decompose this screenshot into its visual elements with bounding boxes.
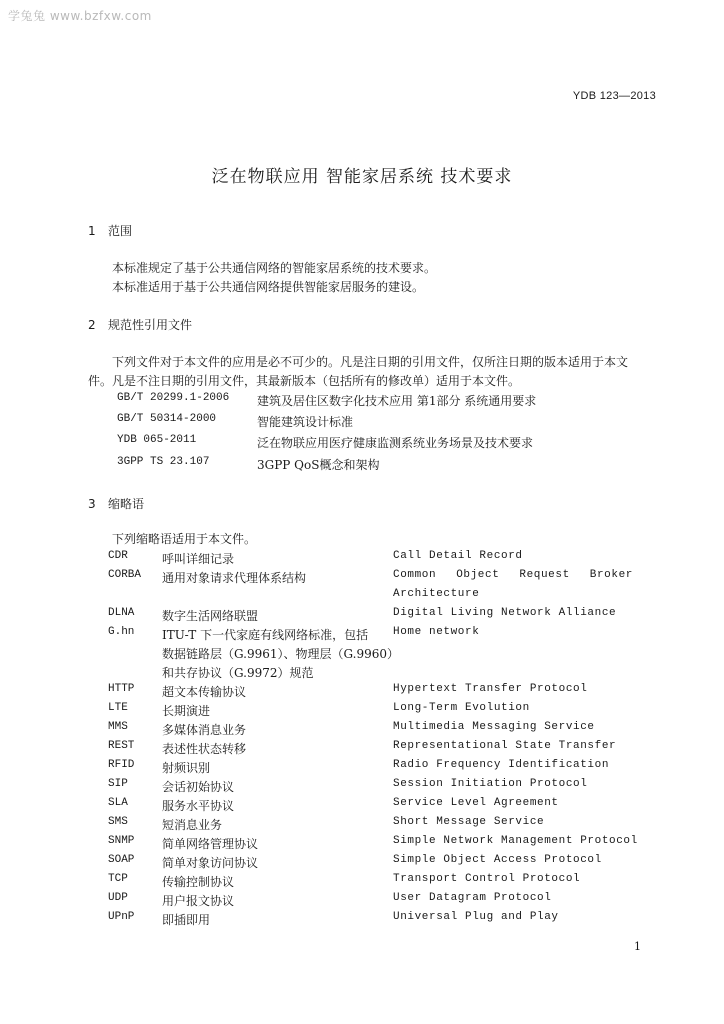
abbreviation-chinese: 数据链路层（G.9961）、物理层（G.9960）	[162, 647, 400, 661]
abbreviation-english: Short Message Service	[393, 816, 545, 828]
abbreviation-chinese: 传输控制协议	[162, 875, 235, 889]
english-word: Request	[519, 569, 570, 581]
abbreviation: SMS	[108, 816, 128, 828]
reference-code: 3GPP TS 23.107	[117, 456, 210, 468]
paragraph: 本标准规定了基于公共通信网络的智能家居系统的技术要求。	[112, 261, 437, 275]
abbreviation-english: Simple Network Management Protocol	[393, 835, 638, 847]
page-number: 1	[634, 940, 641, 953]
abbreviation-row	[0, 607, 724, 626]
document-title: 泛在物联应用 智能家居系统 技术要求	[211, 167, 513, 187]
abbreviation-row	[0, 854, 724, 873]
abbreviation: CORBA	[108, 569, 142, 581]
reference-row	[0, 413, 724, 432]
abbreviation: CDR	[108, 550, 128, 562]
abbreviation-row	[0, 892, 724, 911]
abbreviation-row	[0, 778, 724, 797]
english-word: Broker	[589, 569, 633, 581]
abbreviation: HTTP	[108, 683, 135, 695]
abbreviation-row	[0, 911, 724, 930]
abbreviation-chinese: 服务水平协议	[162, 799, 235, 813]
abbreviation-english: Session Initiation Protocol	[393, 778, 588, 790]
abbreviation-row	[0, 683, 724, 702]
abbreviation-row	[0, 835, 724, 854]
reference-title: 泛在物联应用医疗健康监测系统业务场景及技术要求	[257, 436, 534, 450]
abbreviation-english: Radio Frequency Identification	[393, 759, 610, 771]
abbreviation-chinese: 会话初始协议	[162, 780, 235, 794]
abbreviation-row-continued	[0, 664, 724, 683]
abbreviation-row	[0, 721, 724, 740]
abbreviation-chinese: 数字生活网络联盟	[162, 609, 259, 623]
abbreviation: SNMP	[108, 835, 135, 847]
abbreviation-english: Universal Plug and Play	[393, 911, 559, 923]
reference-code: GB/T 20299.1-2006	[117, 392, 230, 404]
abbreviation-english: Call Detail Record	[393, 550, 523, 562]
abbreviation-chinese: 呼叫详细记录	[162, 552, 235, 566]
abbreviation: RFID	[108, 759, 135, 771]
abbreviation: MMS	[108, 721, 128, 733]
abbreviation-english	[393, 569, 633, 581]
paragraph: 下列文件对于本文件的应用是必不可少的。凡是注日期的引用文件，仅所注日期的版本适用于本文	[112, 355, 629, 369]
section-title: 范围	[108, 224, 133, 238]
reference-row	[0, 456, 724, 475]
abbreviation-chinese: 通用对象请求代理体系结构	[162, 571, 307, 585]
abbreviation-row	[0, 550, 724, 569]
abbreviation: UDP	[108, 892, 128, 904]
abbreviation-english: Architecture	[393, 588, 480, 600]
section-1-heading	[88, 222, 132, 239]
abbreviation-chinese: 短消息业务	[162, 818, 223, 832]
reference-title: 智能建筑设计标准	[257, 415, 354, 429]
watermark: 学兔兔 www.bzfxw.com	[8, 9, 152, 23]
section-number: 1	[88, 224, 96, 238]
abbreviation-english: Long-Term Evolution	[393, 702, 530, 714]
abbreviation-row-continued	[0, 645, 724, 664]
abbreviation-row	[0, 816, 724, 835]
abbreviation-row	[0, 569, 724, 588]
abbreviation-row	[0, 873, 724, 892]
abbreviation-chinese: 简单网络管理协议	[162, 837, 259, 851]
section-title: 缩略语	[108, 497, 145, 511]
english-word: Common	[393, 569, 437, 581]
abbreviation-english: Service Level Agreement	[393, 797, 559, 809]
abbreviation-row	[0, 740, 724, 759]
paragraph: 件。凡是不注日期的引用文件，其最新版本（包括所有的修改单）适用于本文件。	[88, 374, 521, 388]
reference-row	[0, 434, 724, 453]
reference-code: GB/T 50314-2000	[117, 413, 217, 425]
abbreviation: DLNA	[108, 607, 135, 619]
abbreviation: LTE	[108, 702, 128, 714]
section-3-heading	[88, 495, 144, 512]
abbreviation: TCP	[108, 873, 128, 885]
standard-number: YDB 123—2013	[572, 90, 656, 102]
abbreviation: SIP	[108, 778, 128, 790]
reference-title: 3GPP QoS概念和架构	[257, 458, 380, 472]
abbreviation: G.hn	[108, 626, 135, 638]
abbreviation-row	[0, 702, 724, 721]
abbreviation-chinese: 射频识别	[162, 761, 211, 775]
abbreviation-english: Transport Control Protocol	[393, 873, 581, 885]
abbreviation-chinese: 简单对象访问协议	[162, 856, 259, 870]
reference-row	[0, 392, 724, 411]
abbreviation: SLA	[108, 797, 128, 809]
abbreviation-chinese: 用户报文协议	[162, 894, 235, 908]
abbreviation-english: Multimedia Messaging Service	[393, 721, 595, 733]
paragraph: 本标准适用于基于公共通信网络提供智能家居服务的建设。	[112, 280, 425, 294]
section-title: 规范性引用文件	[108, 318, 193, 332]
abbreviation-chinese: 表述性状态转移	[162, 742, 247, 756]
abbreviation-english: Digital Living Network Alliance	[393, 607, 617, 619]
abbreviation: SOAP	[108, 854, 135, 866]
abbreviation-row	[0, 759, 724, 778]
abbreviation-english: Hypertext Transfer Protocol	[393, 683, 588, 695]
abbreviation-english: Representational State Transfer	[393, 740, 617, 752]
abbreviation-chinese: 和共存协议（G.9972）规范	[162, 666, 314, 680]
reference-title: 建筑及居住区数字化技术应用 第1部分 系统通用要求	[257, 394, 537, 408]
abbreviation: REST	[108, 740, 135, 752]
abbreviation-row-continued	[0, 588, 724, 607]
section-2-heading	[88, 316, 192, 333]
abbreviation-english: Simple Object Access Protocol	[393, 854, 602, 866]
abbreviation-row	[0, 626, 724, 645]
paragraph: 下列缩略语适用于本文件。	[112, 532, 257, 546]
abbreviation-english: Home network	[393, 626, 480, 638]
abbreviation-chinese: 超文本传输协议	[162, 685, 247, 699]
section-number: 2	[88, 318, 96, 332]
abbreviation-chinese: 长期演进	[162, 704, 211, 718]
abbreviation-chinese: 多媒体消息业务	[162, 723, 247, 737]
section-number: 3	[88, 497, 96, 511]
english-word: Object	[456, 569, 500, 581]
abbreviation: UPnP	[108, 911, 135, 923]
abbreviation-chinese: 即插即用	[162, 913, 211, 927]
reference-code: YDB 065-2011	[117, 434, 197, 446]
abbreviation-chinese: ITU-T 下一代家庭有线网络标准，包括	[162, 628, 369, 642]
abbreviation-english: User Datagram Protocol	[393, 892, 552, 904]
abbreviation-row	[0, 797, 724, 816]
